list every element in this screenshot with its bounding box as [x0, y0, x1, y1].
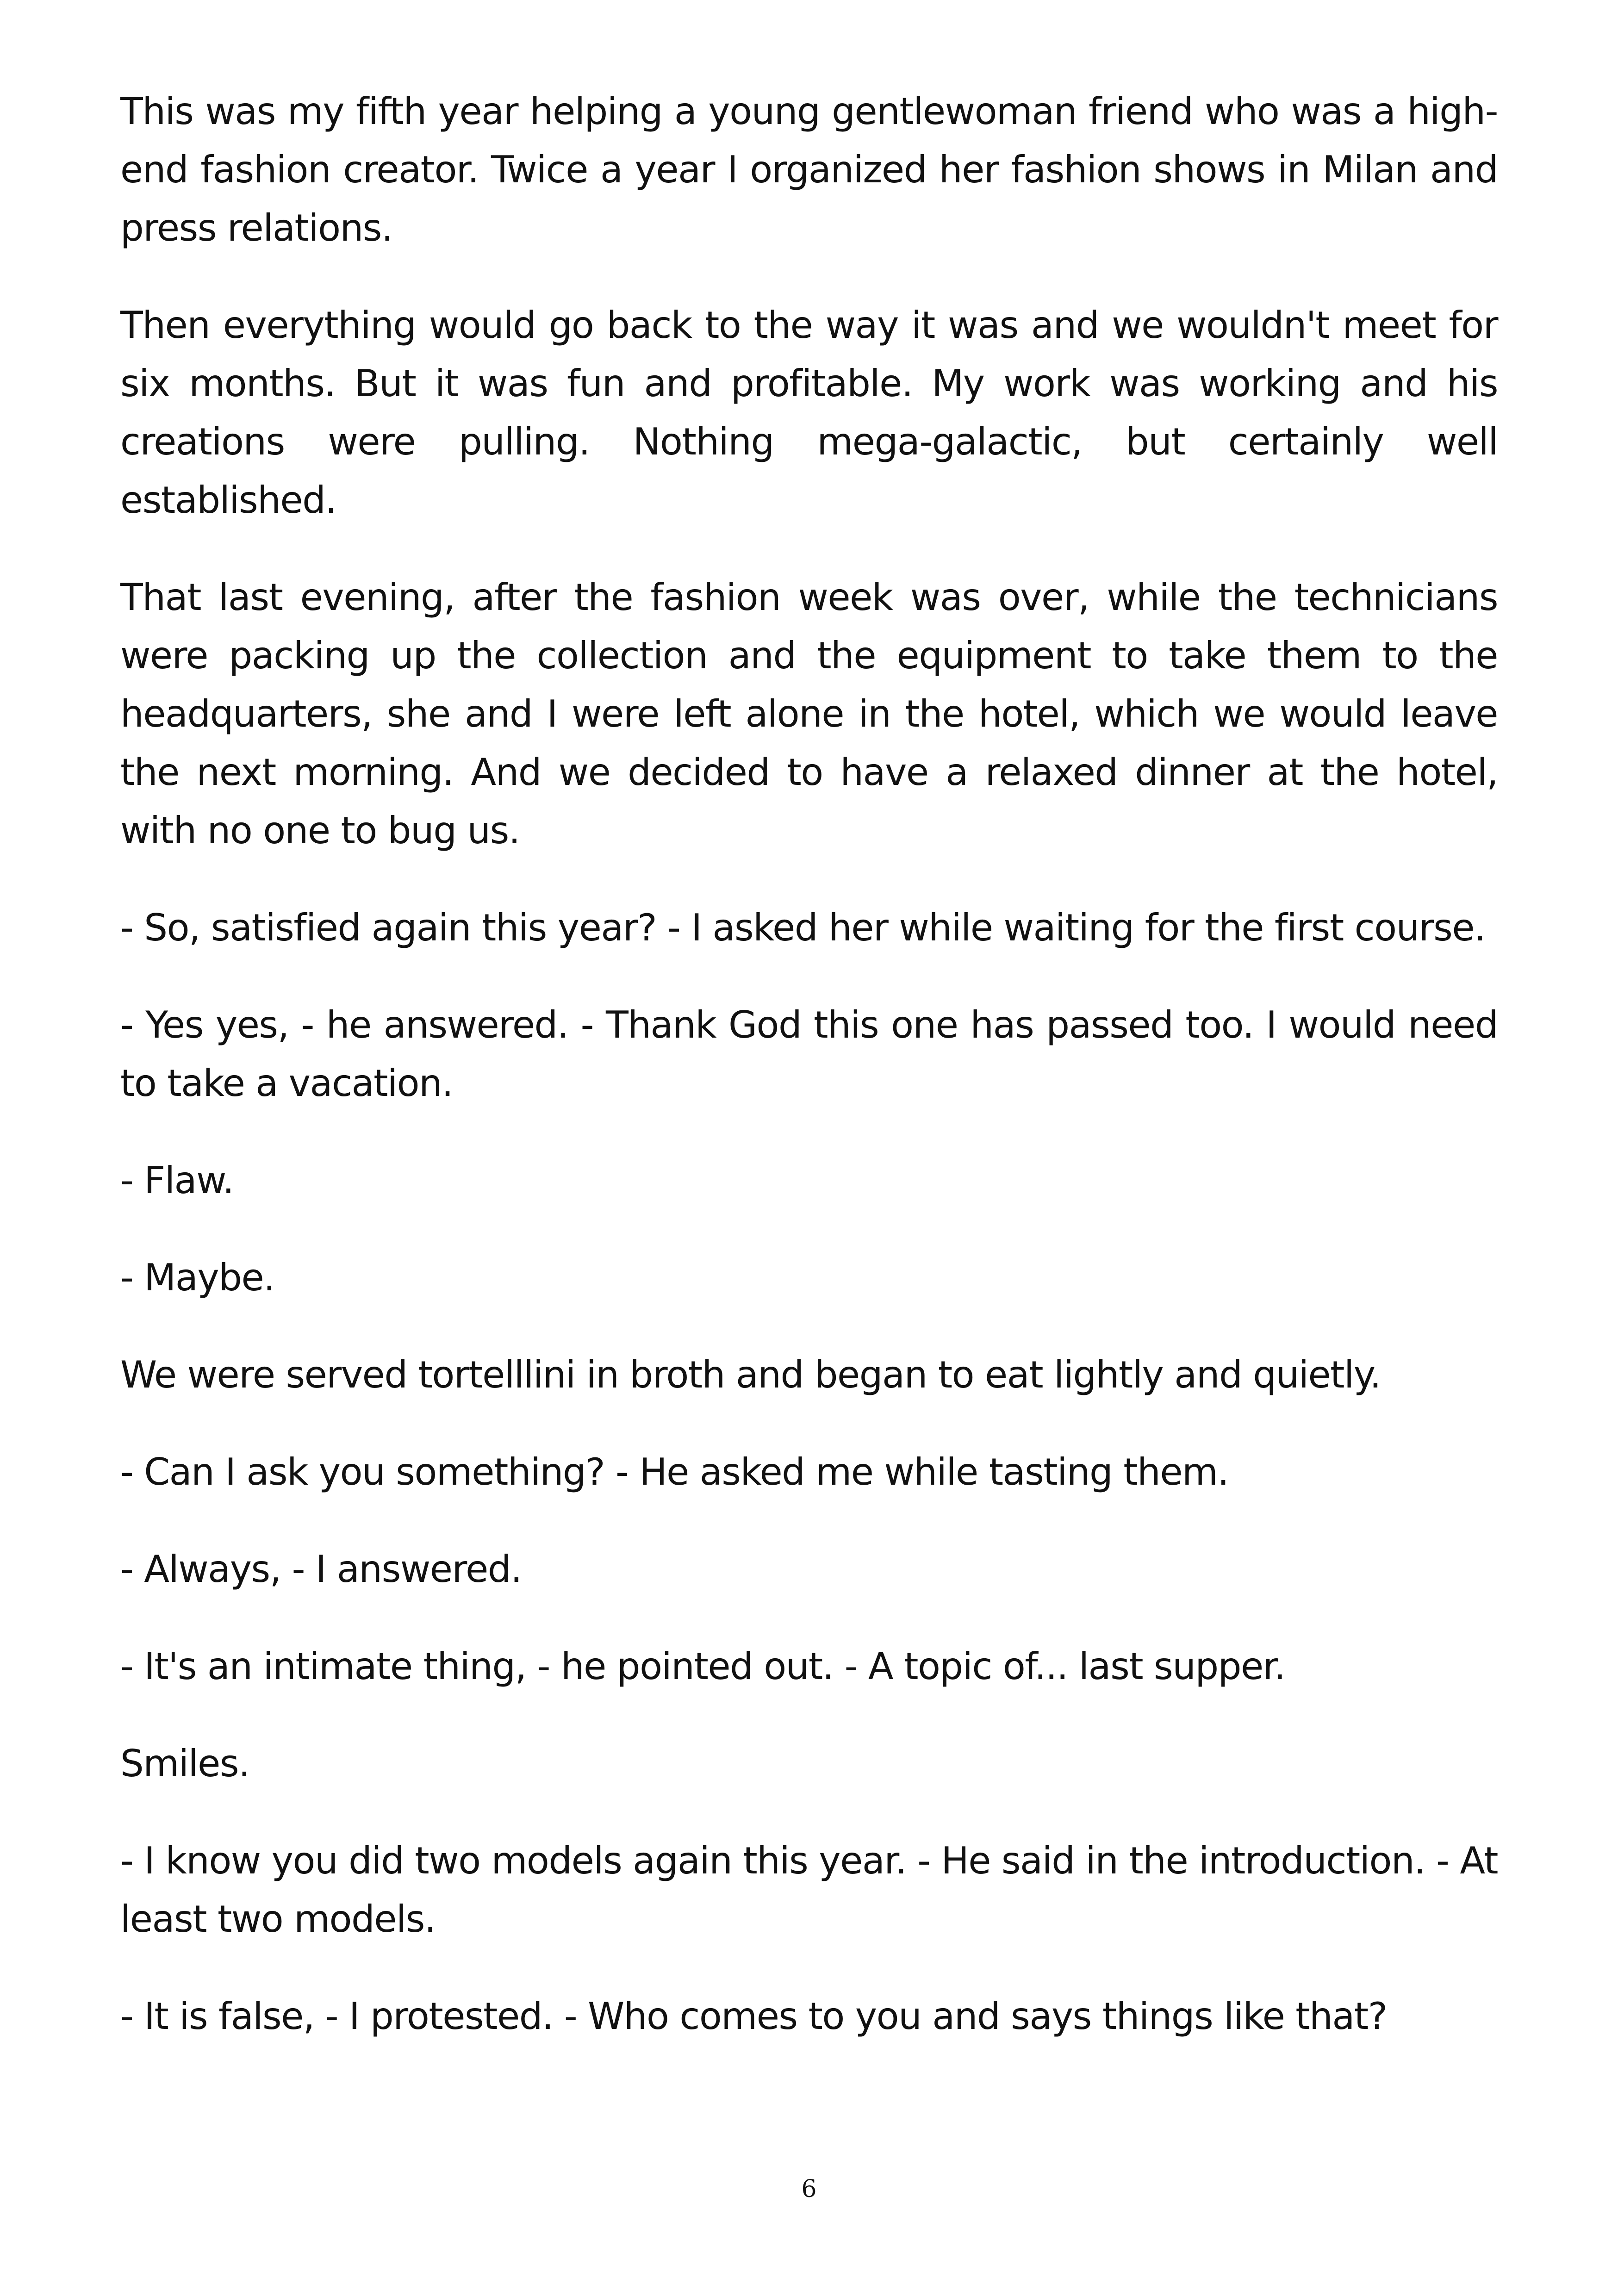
page-body	[120, 82, 1498, 2084]
paragraph: Smiles.	[120, 1742, 249, 1785]
paragraph: - It's an intimate thing, - he pointed out. - A topic of... last supper.	[120, 1645, 1285, 1688]
paragraph: - Maybe.	[120, 1256, 275, 1299]
paragraph: - So, satisfied again this year? - I asked her while waiting for the first course.	[120, 906, 1485, 949]
paragraph: This was my fifth year helping a young gentlewoman friend who was a high-end fashion creator. Twice a year I organized her fashion shows in Milan and press relations.	[120, 90, 1498, 249]
paragraph: - I know you did two models again this year. - He said in the introduction. - At least two models.	[120, 1839, 1498, 1941]
paragraph: Then everything would go back to the way it was and we wouldn't meet for six months. But it was fun and profitable. My work was working and his creations were pulling. Nothing mega-galactic, but certainly well established.	[120, 304, 1498, 522]
page-number: 6	[801, 2175, 817, 2203]
paragraph: We were served tortelllini in broth and began to eat lightly and quietly.	[120, 1353, 1381, 1396]
paragraph: - Can I ask you something? - He asked me while tasting them.	[120, 1450, 1229, 1493]
paragraph: - Yes yes, - he answered. - Thank God this one has passed too. I would need to take a vacation.	[120, 1003, 1498, 1105]
paragraph: - It is false, - I protested. - Who comes to you and says things like that?	[120, 1995, 1387, 2038]
paragraph: - Always, - I answered.	[120, 1548, 522, 1591]
paragraph: - Flaw.	[120, 1159, 234, 1202]
paragraph: That last evening, after the fashion week was over, while the technicians were packing up the collection and the equipment to take them to the headquarters, she and I were left alone in the hotel, which we would leave the next morning. And we decided to have a relaxed dinner at the hotel, with no one to bug us.	[120, 576, 1498, 852]
